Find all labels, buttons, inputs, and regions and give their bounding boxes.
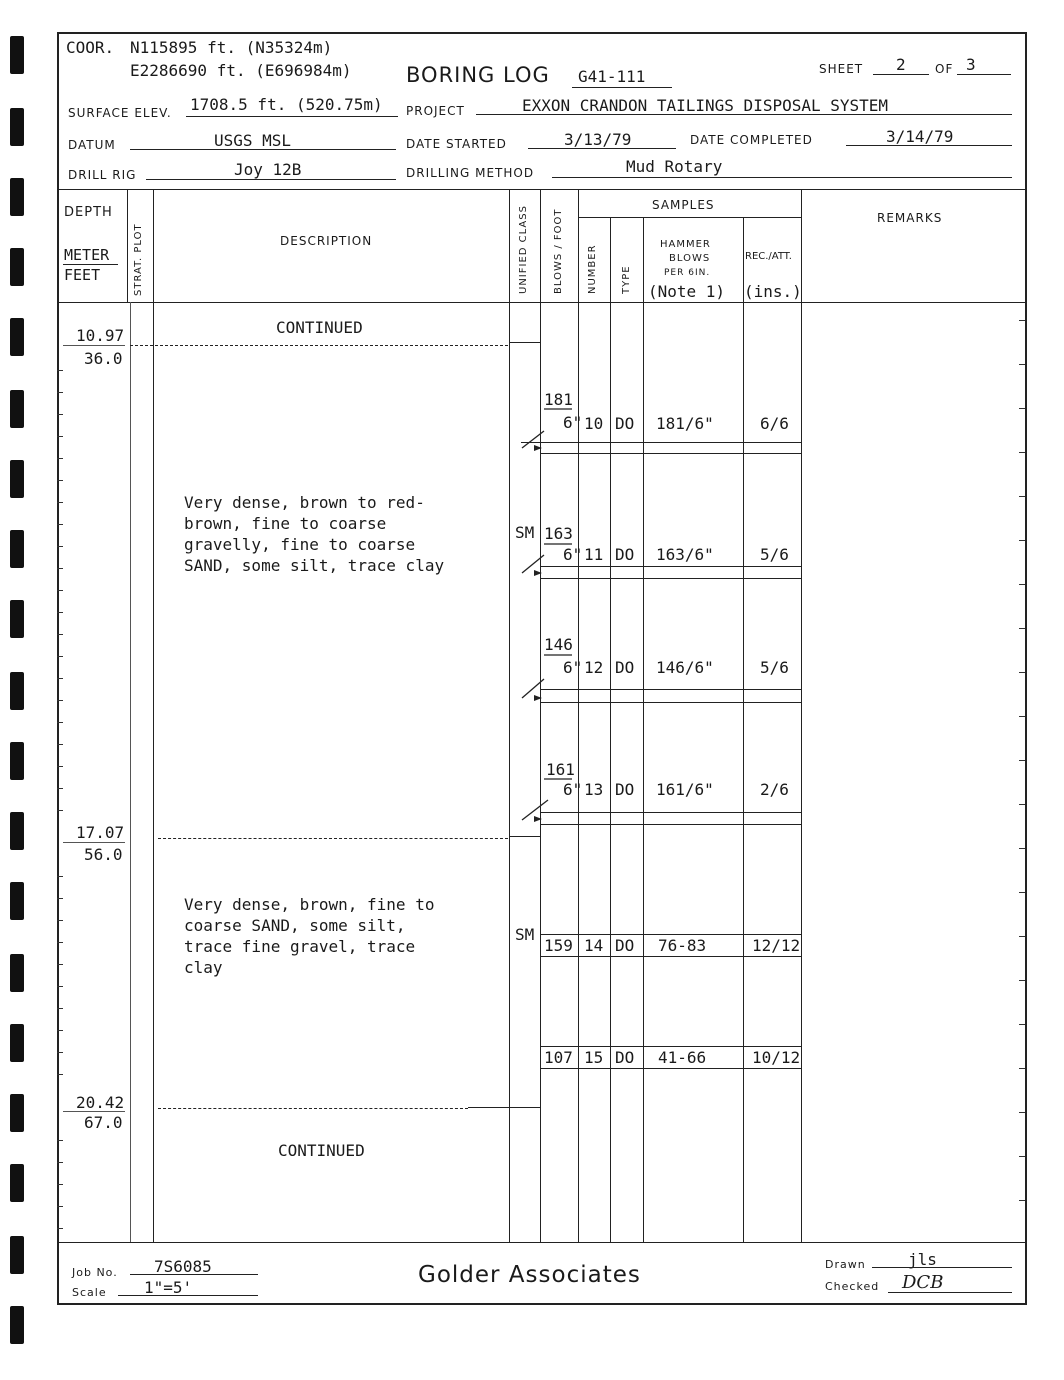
scale-value: 1"=5' (144, 1278, 193, 1297)
datum-label: DATUM (68, 138, 116, 152)
surface-elev-label: SURFACE ELEV. (68, 106, 172, 120)
sheet-label: SHEET (819, 62, 864, 76)
hammer-blows: 76-83 (658, 936, 707, 955)
punch-hole (10, 742, 24, 780)
blows-depth: 6" (563, 413, 583, 432)
samples-header: SAMPLES (652, 198, 715, 212)
drilling-method-label: DRILLING METHOD (406, 166, 535, 180)
rec-units: (ins.) (744, 282, 802, 301)
coor-north: N115895 ft. (N35324m) (130, 38, 333, 57)
sheet-of-label: OF (935, 62, 954, 76)
blows-depth: 6" (563, 545, 583, 564)
blows-count: 159 (544, 936, 573, 955)
sample-number: 15 (584, 1048, 604, 1067)
punch-hole (10, 108, 24, 146)
blows-foot-header: BLOWS / FOOT (553, 208, 564, 294)
coor-east: E2286690 ft. (E696984m) (130, 61, 352, 80)
unified-class: SM (515, 523, 535, 542)
hammer-header-1: HAMMER (660, 239, 711, 250)
layer-description: Very dense, brown to red- brown, fine to coarse gravelly, fine to coarse SAND, some silt, trace clay (184, 493, 445, 575)
sample-type: DO (615, 936, 635, 955)
punch-hole (10, 390, 24, 428)
checked-by: DCB (902, 1272, 944, 1293)
recovery: 12/12 (752, 936, 801, 955)
depth-header: DEPTH (64, 205, 113, 220)
depth-meter: 17.07 (76, 823, 125, 842)
punch-hole (10, 1236, 24, 1274)
datum-value: USGS MSL (214, 131, 292, 150)
punch-hole (10, 600, 24, 638)
blows-count: 163 (544, 524, 573, 543)
punch-hole (10, 954, 24, 992)
sample-type: DO (615, 1048, 635, 1067)
page-title: BORING LOG (406, 63, 550, 87)
recovery: 5/6 (760, 545, 789, 564)
hammer-blows: 163/6" (656, 545, 714, 564)
strat-plot-header: STRAT. PLOT (133, 223, 144, 296)
depth-meter: 20.42 (76, 1093, 125, 1112)
drawn-by: jls (908, 1250, 937, 1269)
hammer-blows: 41-66 (658, 1048, 707, 1067)
blows-count: 146 (544, 635, 573, 654)
rec-att-header: REC./ATT. (745, 251, 792, 262)
punch-hole (10, 530, 24, 568)
punch-hole (10, 1164, 24, 1202)
punch-hole (10, 1306, 24, 1344)
blows-count: 181 (544, 390, 573, 409)
feet-header: FEET (64, 266, 101, 284)
hammer-blows: 161/6" (656, 780, 714, 799)
coor-label: COOR. (66, 38, 115, 57)
sample-type: DO (615, 780, 635, 799)
recovery: 6/6 (760, 414, 789, 433)
hammer-note: (Note 1) (648, 282, 726, 301)
recovery: 10/12 (752, 1048, 801, 1067)
blows-depth: 6" (563, 658, 583, 677)
description-header: DESCRIPTION (280, 234, 373, 248)
sample-number: 13 (584, 780, 604, 799)
company-name: Golder Associates (418, 1262, 641, 1288)
sample-number: 14 (584, 936, 604, 955)
job-no-label: Job No. (72, 1266, 118, 1279)
sample-number: 10 (584, 414, 604, 433)
recovery: 5/6 (760, 658, 789, 677)
boring-id: G41-111 (578, 67, 646, 86)
checked-label: Checked (825, 1280, 880, 1293)
punch-hole (10, 460, 24, 498)
hammer-blows: 146/6" (656, 658, 714, 677)
unified-class-header: UNIFIED CLASS (518, 205, 529, 294)
date-started-label: DATE STARTED (406, 137, 507, 151)
sheet-total: 3 (966, 55, 976, 74)
layer-description: Very dense, brown, fine to coarse SAND, some silt, trace fine gravel, trace clay (184, 895, 435, 977)
drilling-method: Mud Rotary (626, 157, 723, 176)
punch-hole (10, 1094, 24, 1132)
job-no: 7S6085 (154, 1257, 212, 1276)
sample-number: 11 (584, 545, 604, 564)
blows-depth: 6" (563, 780, 583, 799)
drill-rig-label: DRILL RIG (68, 168, 137, 182)
depth-feet: 56.0 (84, 845, 123, 864)
punch-hole (10, 882, 24, 920)
scale-label: Scale (72, 1286, 107, 1299)
hammer-header-3: PER 6IN. (664, 268, 711, 278)
continued-bottom: CONTINUED (278, 1141, 365, 1160)
hammer-blows: 181/6" (656, 414, 714, 433)
type-header: TYPE (621, 265, 632, 294)
surface-elev: 1708.5 ft. (520.75m) (190, 95, 383, 114)
unified-class: SM (515, 925, 535, 944)
sheet-number: 2 (896, 55, 906, 74)
number-header: NUMBER (587, 244, 598, 294)
drill-rig: Joy 12B (234, 160, 302, 179)
meter-header: METER (64, 246, 110, 264)
blows-count: 107 (544, 1048, 573, 1067)
depth-feet: 36.0 (84, 349, 123, 368)
punch-hole (10, 248, 24, 286)
date-completed: 3/14/79 (886, 127, 954, 146)
sample-type: DO (615, 658, 635, 677)
punch-hole (10, 178, 24, 216)
punch-hole (10, 672, 24, 710)
depth-feet: 67.0 (84, 1113, 123, 1132)
project-name: EXXON CRANDON TAILINGS DISPOSAL SYSTEM (522, 96, 889, 115)
continued-top: CONTINUED (276, 318, 363, 337)
blows-count: 161 (546, 760, 575, 779)
date-started: 3/13/79 (564, 130, 632, 149)
project-label: PROJECT (406, 104, 465, 118)
sample-type: DO (615, 414, 635, 433)
recovery: 2/6 (760, 780, 789, 799)
date-completed-label: DATE COMPLETED (690, 133, 813, 147)
sample-number: 12 (584, 658, 604, 677)
remarks-header: REMARKS (877, 211, 943, 225)
punch-hole (10, 1024, 24, 1062)
punch-hole (10, 36, 24, 74)
depth-meter: 10.97 (76, 326, 125, 345)
punch-hole (10, 318, 24, 356)
hammer-header-2: BLOWS (669, 253, 711, 264)
sample-type: DO (615, 545, 635, 564)
punch-hole (10, 812, 24, 850)
drawn-label: Drawn (825, 1258, 866, 1271)
